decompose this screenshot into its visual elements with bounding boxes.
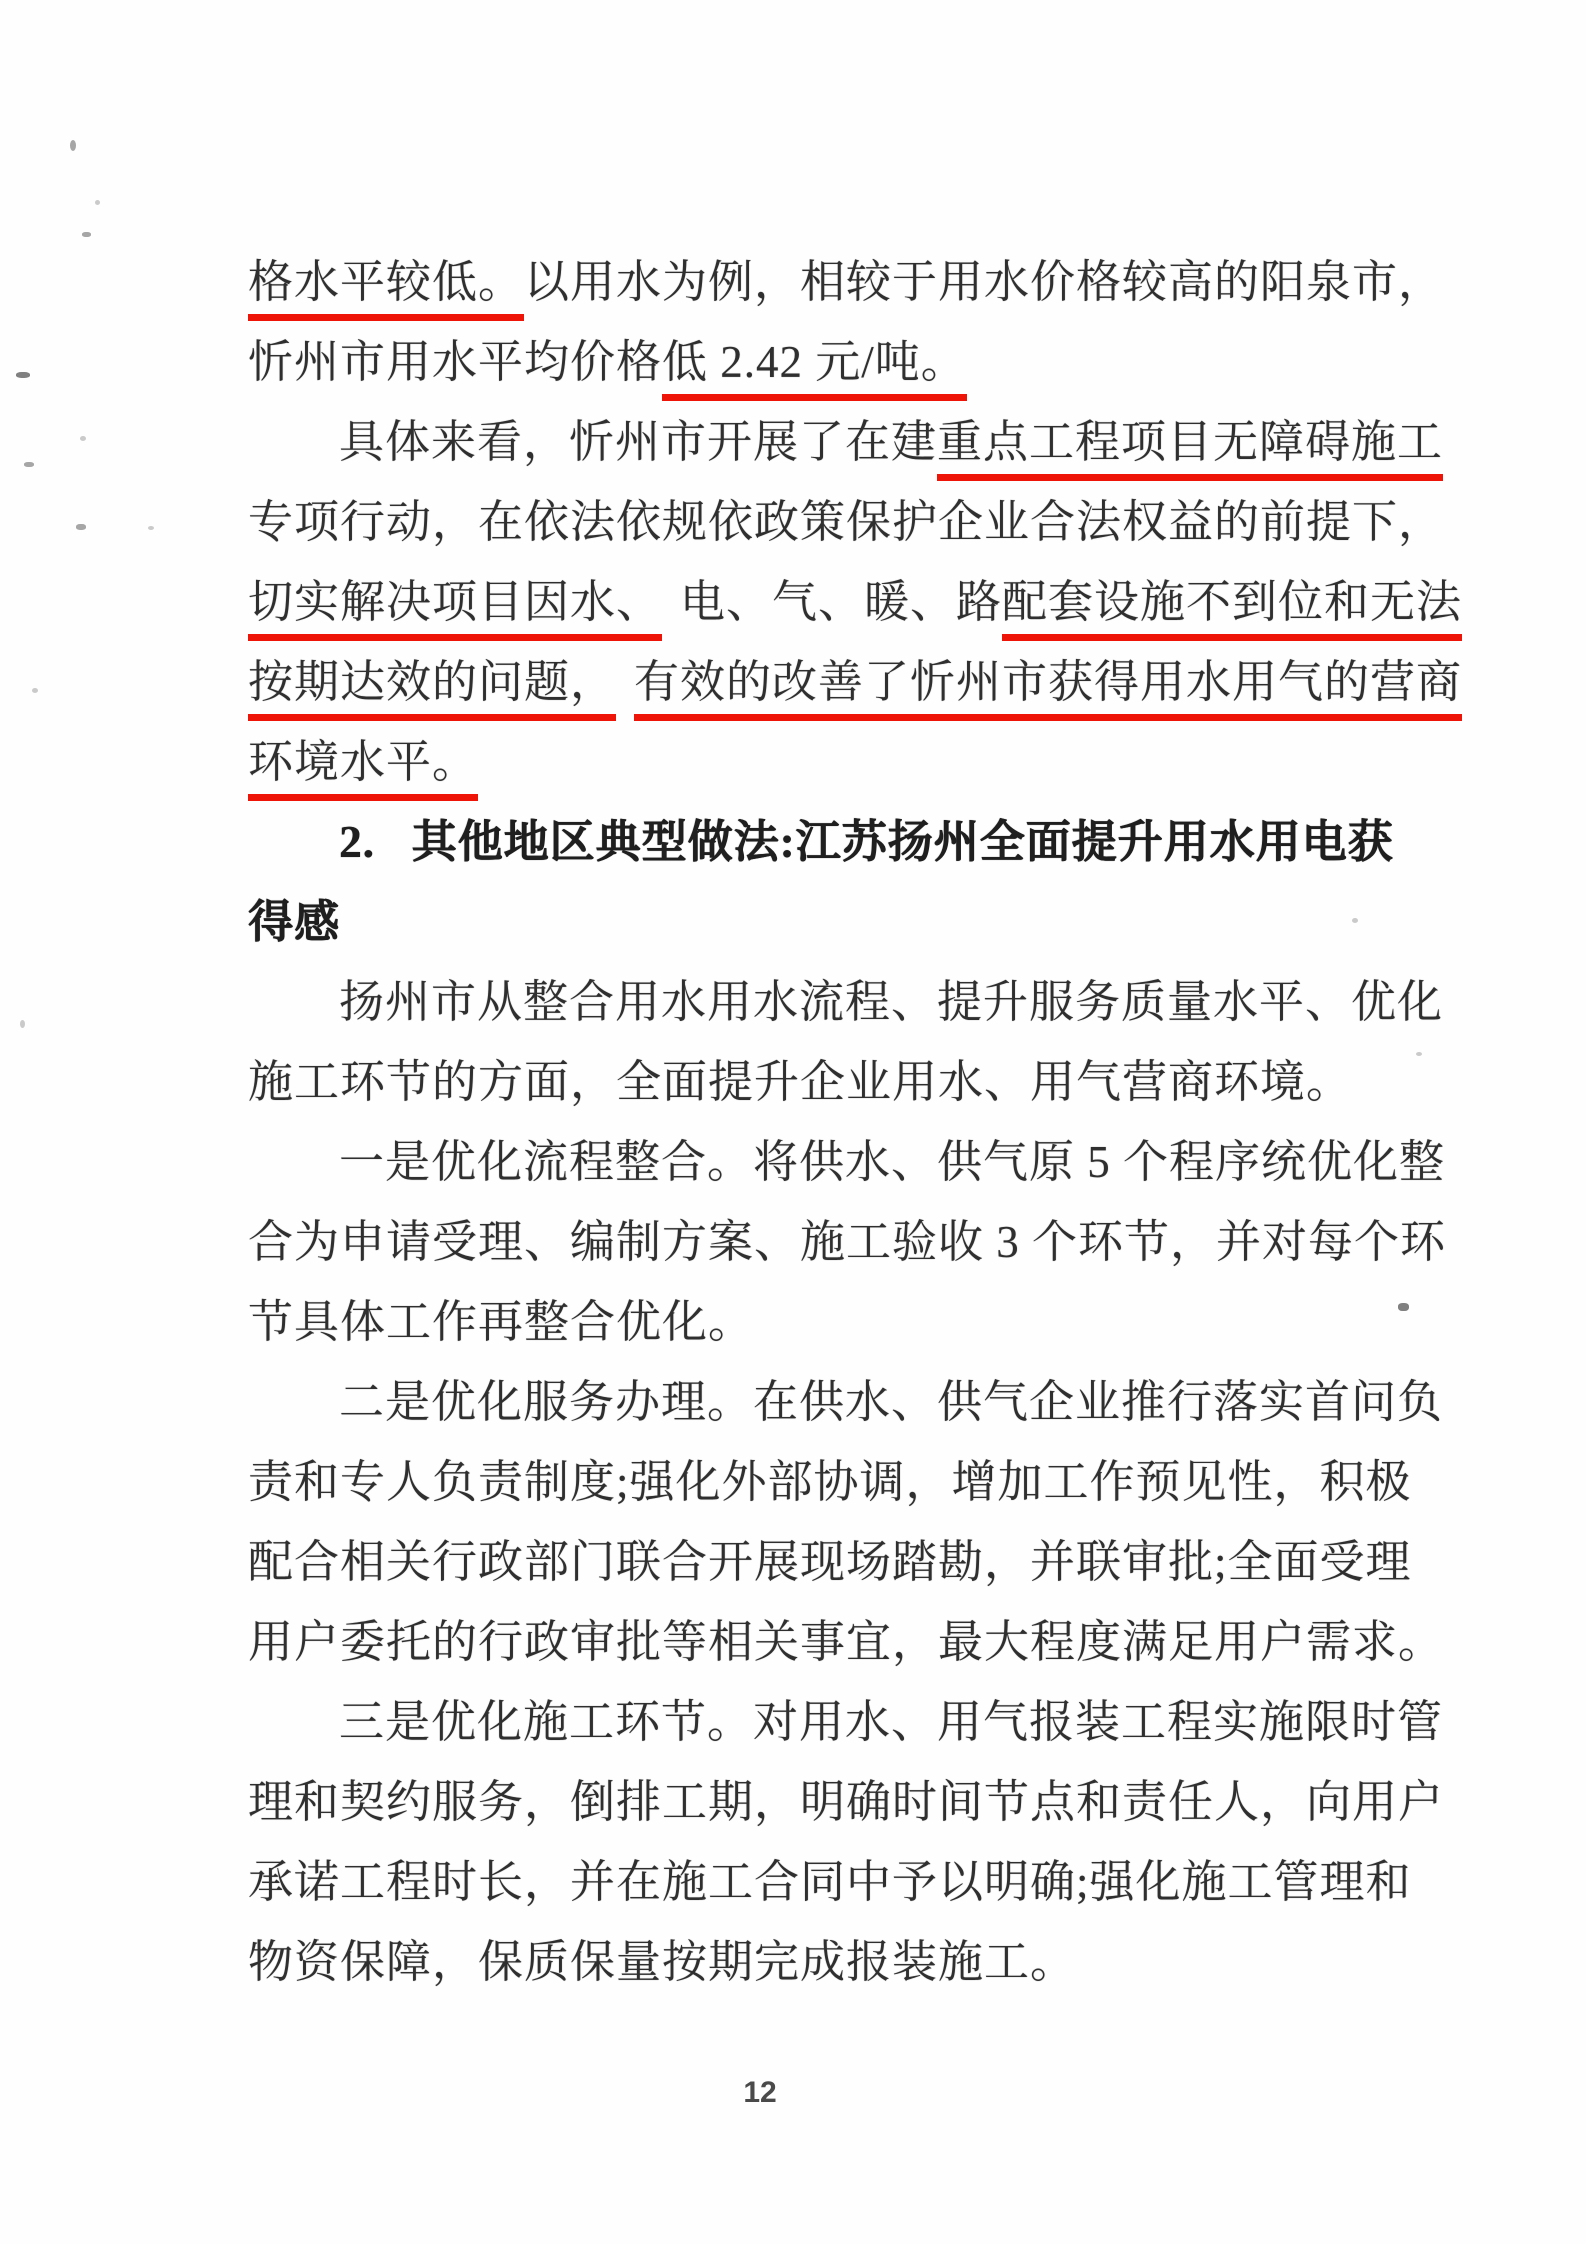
text-line: [248, 1842, 1412, 1922]
red-underlined-text: 切实解决项目因水、: [248, 577, 662, 641]
scan-speck: [76, 524, 86, 530]
scan-speck: [70, 140, 76, 151]
heading-line: [248, 882, 1408, 962]
text-segment: 责和专人负责制度;强化外部协调，增加工作预见性，积极: [248, 1457, 1412, 1507]
scan-speck: [20, 1020, 25, 1028]
scan-speck: [80, 436, 86, 441]
text-line: [248, 1122, 1446, 1202]
red-underlined-text: 配套设施不到位和无法: [1002, 577, 1462, 641]
red-underlined-text: 低 2.42 元/吨。: [662, 337, 967, 401]
scan-speck: [95, 200, 100, 205]
text-line: [248, 962, 1444, 1042]
text-line: [248, 1762, 1445, 1842]
scan-speck: [1416, 1052, 1422, 1056]
text-line: [248, 1522, 1412, 1602]
red-underlined-text: 格水平较低。: [248, 257, 524, 321]
text-line: [248, 402, 1444, 482]
text-line: [248, 242, 1445, 322]
red-underlined-text: 环境水平。: [248, 737, 478, 801]
red-underlined-text: 有效的改善了忻州市获得用水用气的营商: [634, 657, 1462, 721]
scan-speck: [16, 372, 30, 378]
text-segment: 具体来看，忻州市开展了在建: [339, 417, 938, 467]
text-segment: 合为申请受理、编制方案、施工验收 3 个环节，并对每个环: [248, 1217, 1447, 1267]
text-line: [248, 482, 1445, 562]
text-segment: 忻州市用水平均价格: [248, 337, 663, 387]
page-number: 12: [743, 2076, 777, 2109]
text-line: [248, 1202, 1447, 1282]
text-segment: 专项行动，在依法依规依政策保护企业合法权益的前提下，: [248, 497, 1445, 547]
text-segment: 节具体工作再整合优化。: [248, 1297, 755, 1347]
text-segment: 配合相关行政部门联合开展现场踏勘，并联审批;全面受理: [248, 1537, 1412, 1587]
document-lines: [248, 242, 1463, 2002]
text-segment: 施工环节的方面，全面提升企业用水、用气营商环境。: [248, 1057, 1353, 1107]
red-underlined-text: 重点工程项目无障碍施工: [937, 417, 1443, 481]
text-line: [248, 1362, 1444, 1442]
scan-speck: [32, 688, 38, 693]
text-segment: 物资保障，保质保量按期完成报装施工。: [248, 1937, 1077, 1987]
text-segment: 电、气、暖、路: [680, 577, 1003, 627]
text-line: [248, 722, 1408, 802]
text-line: [248, 1042, 1408, 1122]
scan-speck: [148, 526, 154, 530]
text-segment: 以用水为例，相较于用水价格较高的阳泉市，: [524, 257, 1445, 307]
text-line: [248, 562, 1463, 642]
red-underlined-text: 按期达效的问题，: [248, 657, 616, 721]
text-line: [248, 1442, 1412, 1522]
scan-speck: [82, 232, 91, 237]
text-line: [248, 1682, 1444, 1762]
text-segment: 二是优化服务办理。在供水、供气企业推行落实首问负: [339, 1377, 1444, 1427]
scan-speck: [24, 462, 34, 467]
text-line: [248, 322, 1408, 402]
text-segment: 用户委托的行政审批等相关事宜，最大程度满足用户需求。: [248, 1617, 1445, 1667]
text-segment: 理和契约服务，倒排工期，明确时间节点和责任人，向用户: [248, 1777, 1445, 1827]
heading-line: [248, 802, 1408, 882]
text-segment: 一是优化流程整合。将供水、供气原 5 个程序统优化整: [339, 1137, 1446, 1187]
text-segment: 2. 其他地区典型做法:江苏扬州全面提升用水用电获: [339, 817, 1394, 867]
text-line: [248, 642, 1463, 722]
text-segment: 三是优化施工环节。对用水、用气报装工程实施限时管: [339, 1697, 1444, 1747]
text-line: [248, 1602, 1445, 1682]
text-segment: 扬州市从整合用水用水流程、提升服务质量水平、优化: [339, 977, 1444, 1027]
text-segment: 得感: [248, 897, 341, 947]
text-line: [248, 1922, 1408, 2002]
text-segment: 承诺工程时长，并在施工合同中予以明确;强化施工管理和: [248, 1857, 1412, 1907]
text-line: [248, 1282, 1408, 1362]
